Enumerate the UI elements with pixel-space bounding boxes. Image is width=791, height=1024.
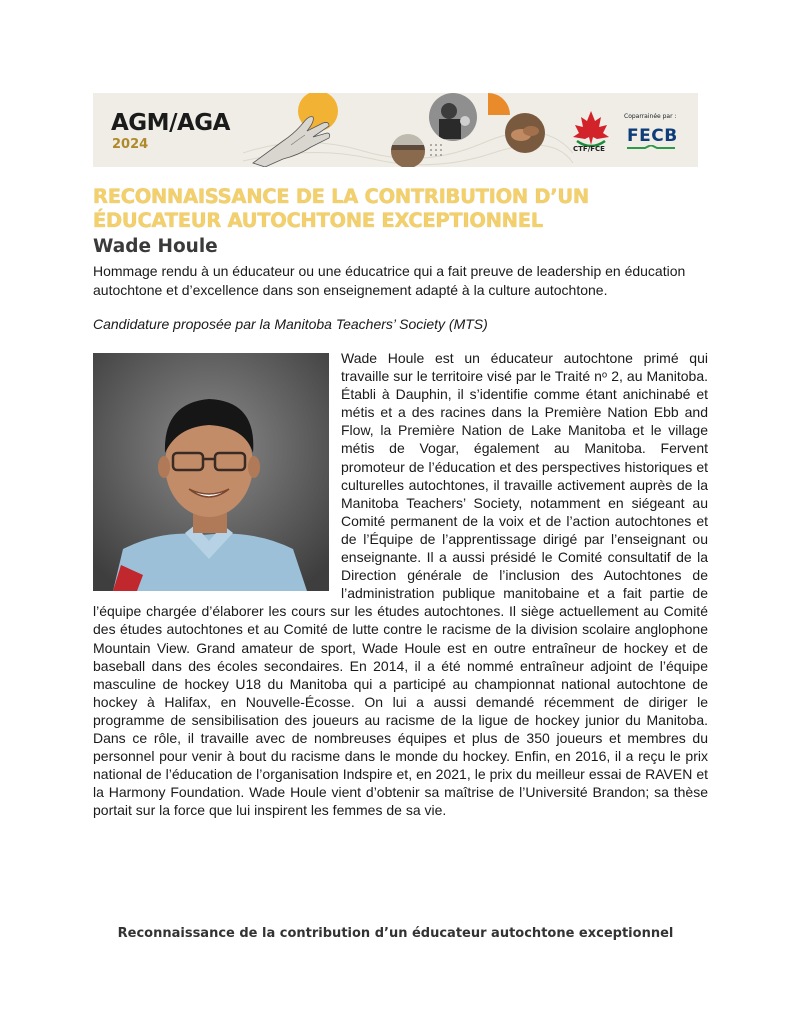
nomination-line: Candidature proposée par la Manitoba Teachers’ Society (MTS) [93, 316, 488, 332]
banner-collage-image [243, 93, 573, 167]
recipient-name: Wade Houle [93, 236, 218, 257]
cosponsor-label: Coparrainée par : [624, 113, 677, 120]
speaker-photo [429, 93, 477, 141]
ctf-logo-text: CTF/FCE [573, 145, 605, 153]
biography-section [93, 349, 708, 819]
landscape-photo [389, 131, 429, 167]
event-title: AGM/AGA [111, 110, 230, 136]
award-description: Hommage rendu à un éducateur ou une éducatrice qui a fait preuve de leadership en éducation autochtone et d’excellence dans son enseignement adapté à la culture autochtone. [93, 263, 686, 298]
recipient-portrait [93, 353, 329, 591]
hands-photo [505, 113, 545, 153]
fecb-logo: FECB [627, 126, 678, 146]
page-footer: Reconnaissance de la contribution d’un éducateur autochtone exceptionnel [117, 926, 674, 941]
award-heading: RECONNAISSANCE DE LA CONTRIBUTION D’UN ÉDUCATEUR AUTOCHTONE EXCEPTIONNEL [93, 185, 589, 232]
header-banner [93, 93, 698, 167]
fecb-logo-underline [627, 145, 675, 151]
biography-text: Wade Houle est un éducateur autochtone primé qui travaille sur le territoire visé par le Traité nᵒ 2, au Manitoba. Établi à Dauphin, il s’identifie comme étant anichinabé et métis et a des racines dans la Première Nation Ebb and Flow, la Première Nation de Lake Manitoba et le village métis de Vogar, également au Manitoba. Fervent promoteur de l’éducation et des perspectives historiques et culturelles autochtones, il travaille activement auprès de la Manitoba Teachers’ Society, notamment en siégeant au Comité permanent de la voix et de l’action autochtones et de l’Équipe de l’apprentissage dirigé par l’enseignant ou enseignante. Il a aussi présidé le Comité consultatif de la Direction générale de l’inclusion des Autochtones de l’administration publique manitobaine et a fait partie de l’équipe chargée d’élaborer les cours sur les études autochtones. Il siège actuellement au Comité des études autochtones et au Comité de lutte contre le racisme de la division scolaire anglophone Mountain View. Grand amateur de sport, Wade Houle est en outre entraîneur de hockey et de baseball dans des écoles secondaires. En 2014, il a été nommé entraîneur adjoint de l’équipe masculine de hockey U18 du Manitoba qui a participé au championnat national autochtone de hockey à Halifax, en Nouvelle-Écosse. On lui a aussi demandé récemment de diriger le programme de sensibilisation des joueurs au racisme de la ligue de hockey junior du Manitoba. Dans ce rôle, il travaille avec de nombreuses équipes et plus de 350 joueurs et membres du personnel pour venir à bout du racisme dans le monde du hockey. Enfin, en 2016, il a reçu le prix national de l’éducation de l’organisation Indspire et, en 2021, le prix du meilleur essai de RAVEN et la Harmony Foundation. Wade Houle vient d’obtenir sa maîtrise de l’Université Brandon; sa thèse portait sur la force que lui inspirent les femmes de sa vie. [93, 350, 708, 819]
orange-shape [488, 93, 510, 115]
event-year: 2024 [112, 137, 149, 152]
